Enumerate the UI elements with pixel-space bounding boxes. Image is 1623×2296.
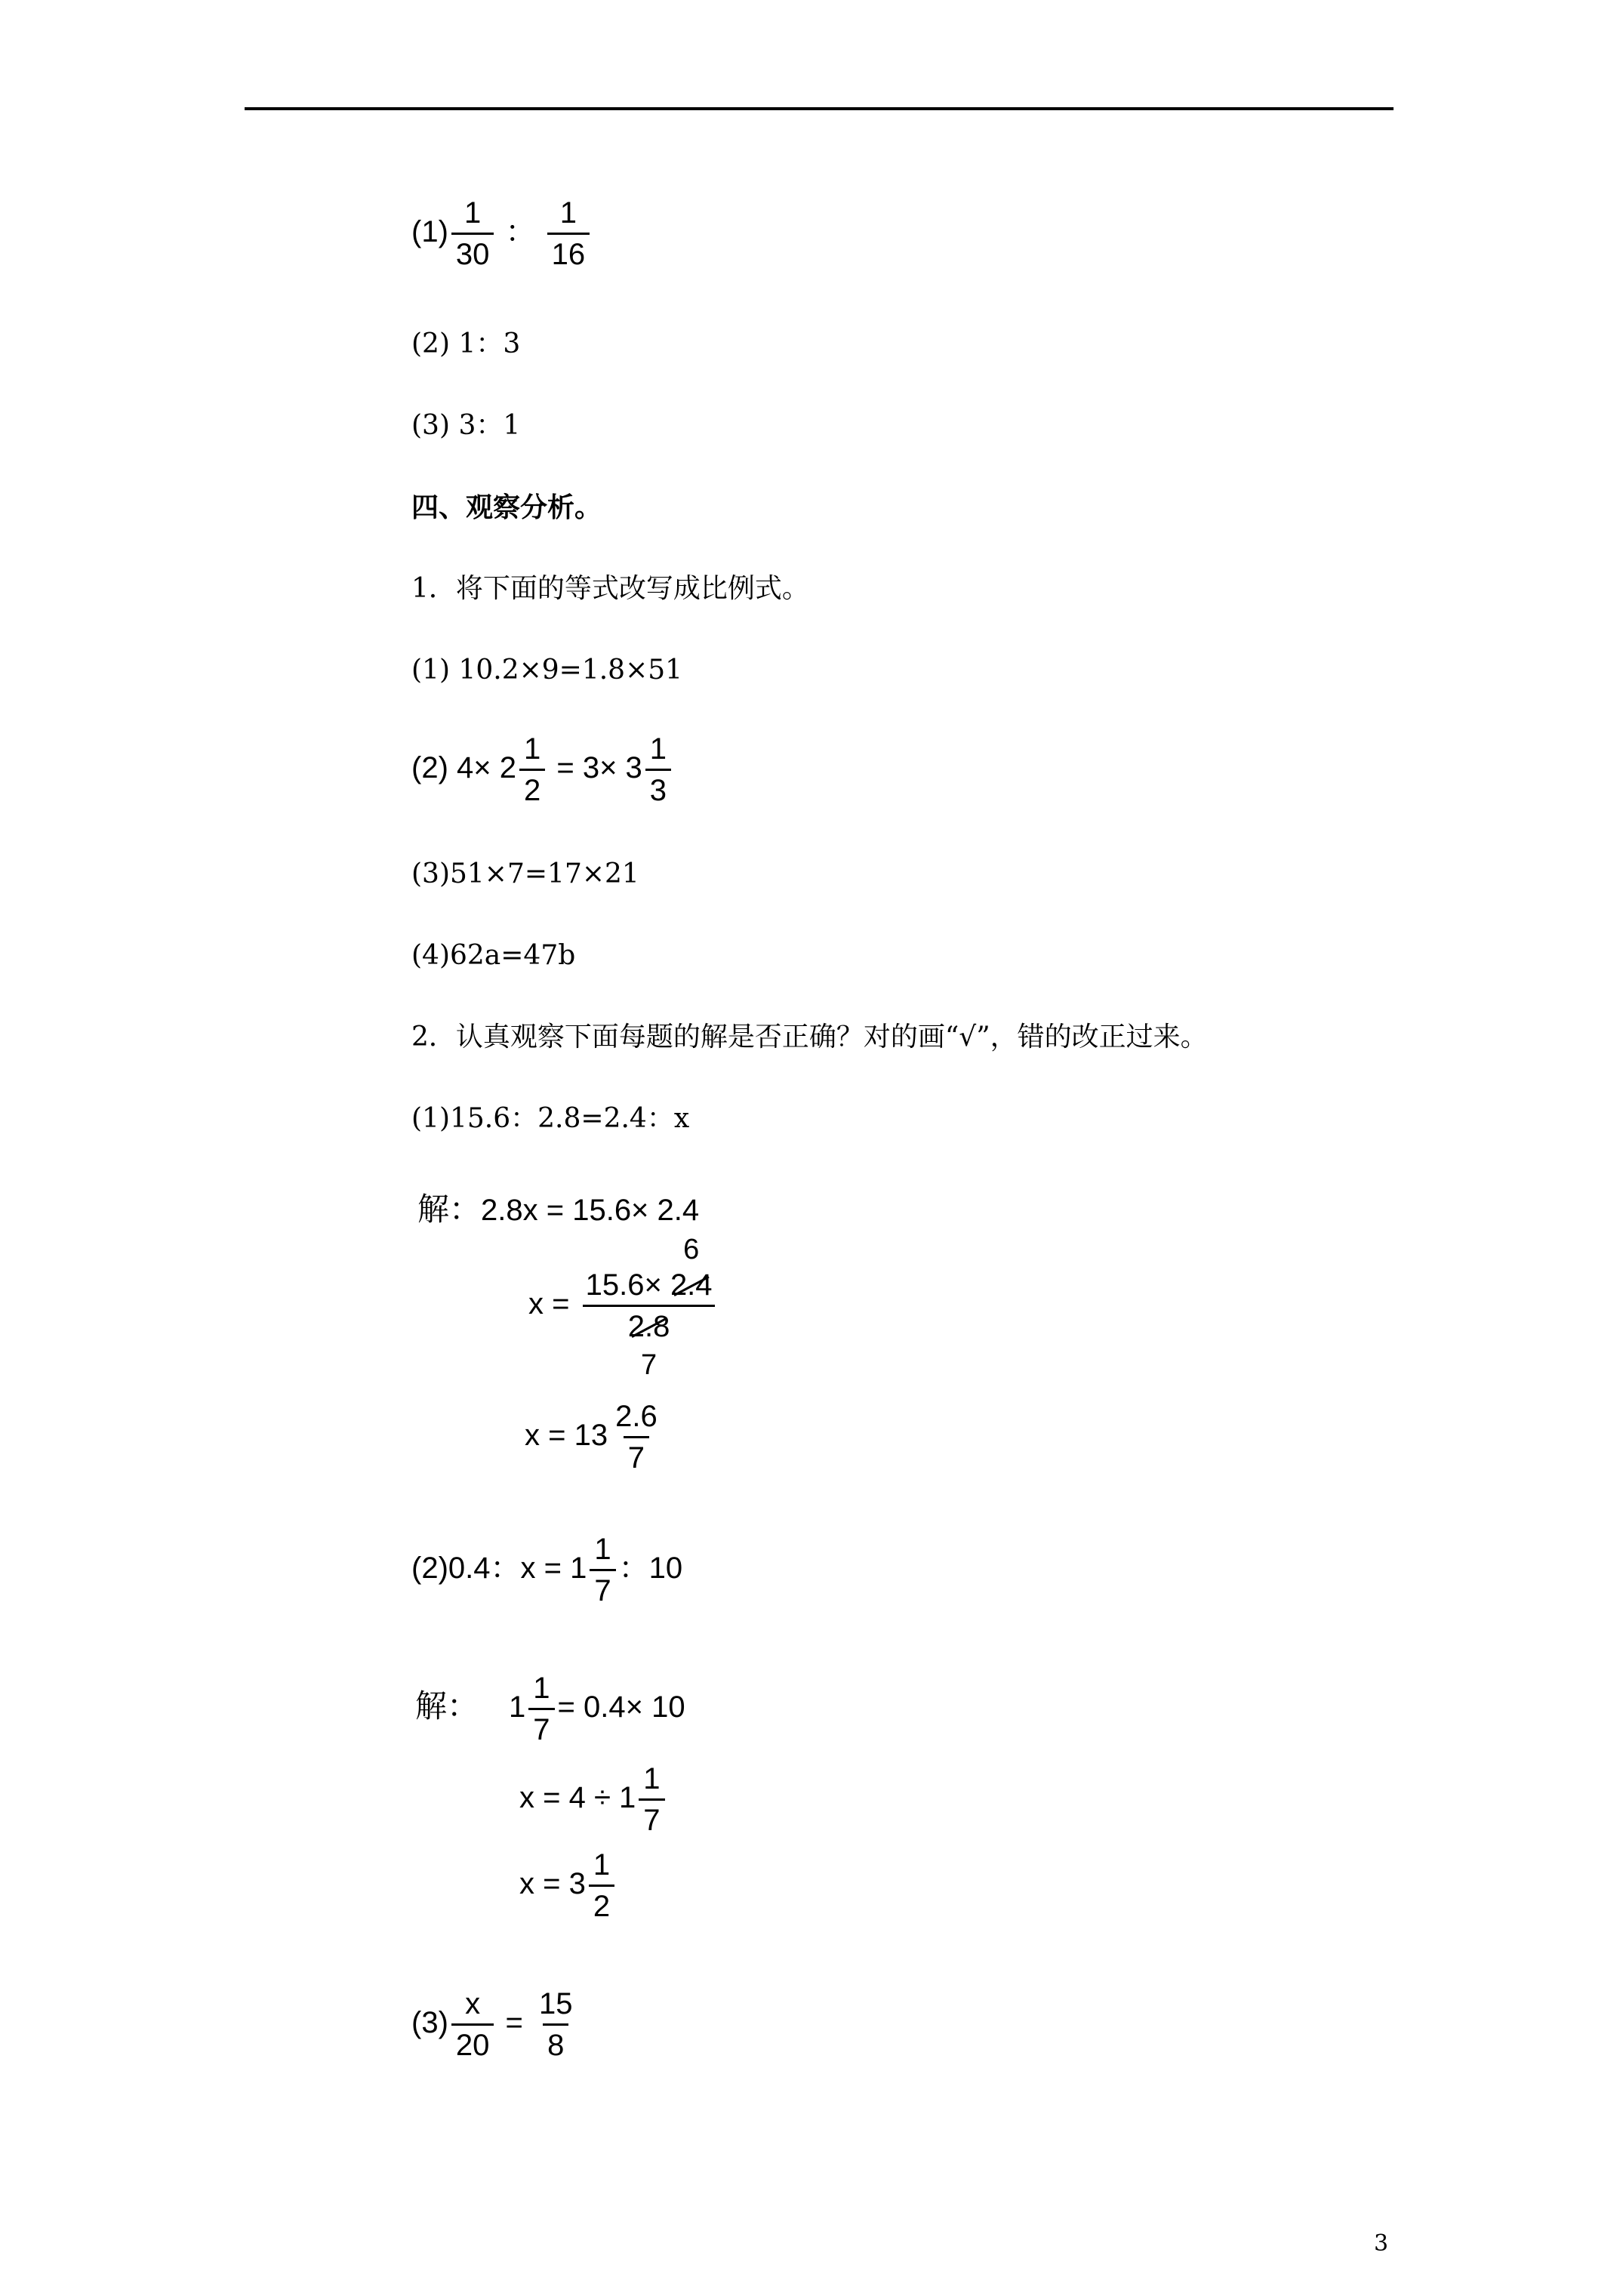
question-2-problem-2: (2)0.4：x = 1 $\frac{1}{7}$ ：10: [411, 1533, 683, 1607]
cancelled-number: 2.4: [670, 1268, 713, 1302]
fraction: $\frac{1}{7}$: [639, 1764, 664, 1835]
fraction: $\frac{2.6}{7}$: [615, 1400, 658, 1475]
fraction: $\frac{1}{30}$: [451, 198, 494, 270]
question-2-title: 2．认真观察下面每题的解是否正确？对的画“√”，错的改正过来。: [411, 1022, 1208, 1052]
question-2-problem-3: (3) $\frac{x}{20}$ = $\frac{15}{8}$: [411, 1989, 581, 2060]
item-1: (1) $\frac{1}{30}$ ： $\frac{1}{16}$: [411, 198, 593, 270]
question-1-eq-2: (2) 4× 2 $\frac{1}{2}$ = 3× 3 $\frac{1}{3}$: [411, 734, 674, 806]
solution-2-step-3: x = 3 $\frac{1}{2}$: [519, 1850, 617, 1922]
solution-1-step-1: 解：2.8x = 15.6× 2.4: [417, 1191, 700, 1228]
fraction: $\frac{1}{7}$: [528, 1673, 554, 1745]
fraction: $\frac{1}{3}$: [645, 734, 671, 806]
fraction: $\frac{1}{7}$: [590, 1534, 615, 1606]
fraction: $\frac{1}{2}$: [519, 734, 545, 806]
question-1-title: 1．将下面的等式改写成比例式。: [411, 573, 809, 604]
solution-2-step-1: 解： 1 $\frac{1}{7}$ = 0.4× 10: [415, 1672, 685, 1746]
header-rule: [245, 107, 1394, 110]
fraction: $\frac{1}{2}$: [589, 1850, 614, 1922]
fraction: 15.6× 2.4 6 2.8 7: [581, 1270, 717, 1342]
solution-2-step-2: x = 4 ÷ 1 $\frac{1}{7}$: [519, 1764, 668, 1835]
fraction: $\frac{15}{8}$: [539, 1987, 573, 2062]
question-1-eq-3: (3)51×7=17×21: [411, 858, 639, 889]
question-2-problem-1: (1)15.6：2.8=2.4：x: [411, 1103, 690, 1134]
item-3: (3) 3：1: [411, 410, 521, 441]
question-1-eq-1: (1) 10.2×9=1.8×51: [411, 655, 683, 686]
page-number: 3: [1374, 2230, 1389, 2257]
section-heading: 四、观察分析。: [411, 492, 602, 523]
solution-1-step-2: x = 15.6× 2.4 6 2.8 7: [528, 1270, 720, 1342]
cancelled-number: 2.8: [627, 1310, 670, 1343]
item-2: (2) 1：3: [411, 328, 521, 359]
fraction: $\frac{1}{16}$: [547, 198, 590, 270]
fraction: $\frac{x}{20}$: [451, 1989, 494, 2060]
solution-1-step-3: x = 13 $\frac{2.6}{7}$: [525, 1401, 665, 1473]
question-1-eq-4: (4)62a=47b: [411, 940, 576, 971]
